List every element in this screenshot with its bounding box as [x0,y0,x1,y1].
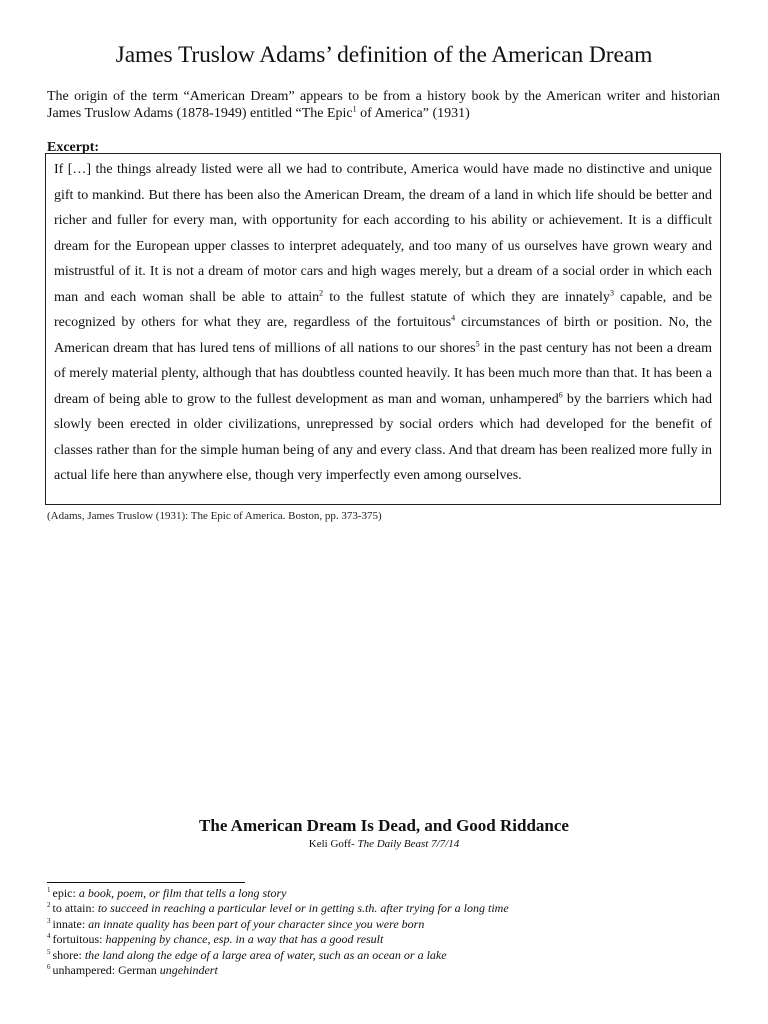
footnote-term: unhampered: German [52,963,160,978]
excerpt-label: Excerpt: [47,140,100,155]
footnote-definition: an innate quality has been part of your character since you were born [88,916,425,931]
intro-text: The origin of the term “American Dream” appears to be from a history book by the American writer and historian James Truslow Adams (1878-1949) entitled “The Epic [47,89,720,121]
footnote-ref: 6 [558,389,563,399]
excerpt-text [54,157,712,489]
footnote-term: shore: [52,947,85,962]
footnote-definition: ungehindert [159,963,218,978]
footnote-term: innate: [52,916,89,931]
footnote-number: 4 [47,932,51,941]
excerpt-segment: capable, and be recognized by others for what they are, regardless of the fortuitous [54,289,712,330]
footnote-number: 3 [47,916,51,925]
footnote-definition: a book, poem, or film that tells a long story [78,886,287,900]
article-title: The American Dream Is Dead, and Good Riddance [199,816,569,835]
footnote-ref: 5 [475,338,480,348]
footnote-item [47,963,727,978]
article-byline [0,838,768,850]
footnote-divider [47,882,245,883]
article-source: The Daily Beast 7/7/14 [357,838,460,850]
footnote-definition: to succeed in reaching a particular level or in getting s.th. after trying for a long time [97,901,509,916]
article-author: Keli Goff- [308,838,358,850]
footnote-definition: the land along the edge of a large area of water, such as an ocean or a lake [84,947,447,962]
footnote-list [47,886,727,978]
excerpt-segment: If […] the things already listed were all we had to contribute, America would have made no distinctive and unique gift to mankind. But there has been also the American Dream, the dream of a land in which life should be better and richer and fuller for every man, with opportunity for each according to his ability or achievement. It is a difficult dream for the European upper classes to interpret adequately, and too many of us ourselves have grown weary and mistrustful of it. It is not a dream of motor cars and high wages merely, but a dream of a social order in which each man and each woman shall be able to attain [54,162,712,305]
footnote-item [47,886,727,901]
citation: (Adams, James Truslow (1931): The Epic of America. Boston, pp. 373-375) [47,510,382,522]
footnote-number: 1 [47,886,51,894]
footnote-definition: happening by chance, esp. in a way that has a good result [105,932,384,947]
intro-text-end: of America” (1931) [356,106,470,121]
footnote-item [47,948,727,963]
intro-paragraph [47,88,720,122]
footnote-item [47,917,727,932]
footnote-ref: 2 [319,287,324,297]
footnote-ref: 4 [451,313,456,323]
excerpt-segment: circumstances of birth or position. No, the American dream that has lured tens of millions of all nations to our shores [54,315,713,356]
footnote-item [47,901,727,916]
footnote-number: 6 [47,963,51,972]
footnote-term: to attain: [52,901,98,916]
excerpt-segment: in the past century has not been a dream of merely material plenty, although that has doubtless counted heavily. It has been much more than that. It has been a dream of being able to grow to the fullest development as man and woman, unhampered [54,340,712,407]
footnote-term: epic: [52,886,79,900]
footnote-item [47,932,727,947]
excerpt-box [45,153,721,505]
footnote-number: 2 [47,901,51,910]
footnote-ref: 1 [352,104,357,114]
page-title: James Truslow Adams’ definition of the American Dream [115,42,653,68]
footnote-ref: 3 [609,287,614,297]
footnote-number: 5 [47,947,51,956]
excerpt-segment: by the barriers which had slowly been erected in older civilizations, unrepressed by social orders which had developed for the benefit of classes rather than for the simple human being of any and every class. And that dream has been realized more fully in actual life here than anywhere else, though very imperfectly even among ourselves. [54,391,712,483]
excerpt-segment: to the fullest statute of which they are innately [323,289,610,305]
footnote-term: fortuitous: [52,932,106,947]
